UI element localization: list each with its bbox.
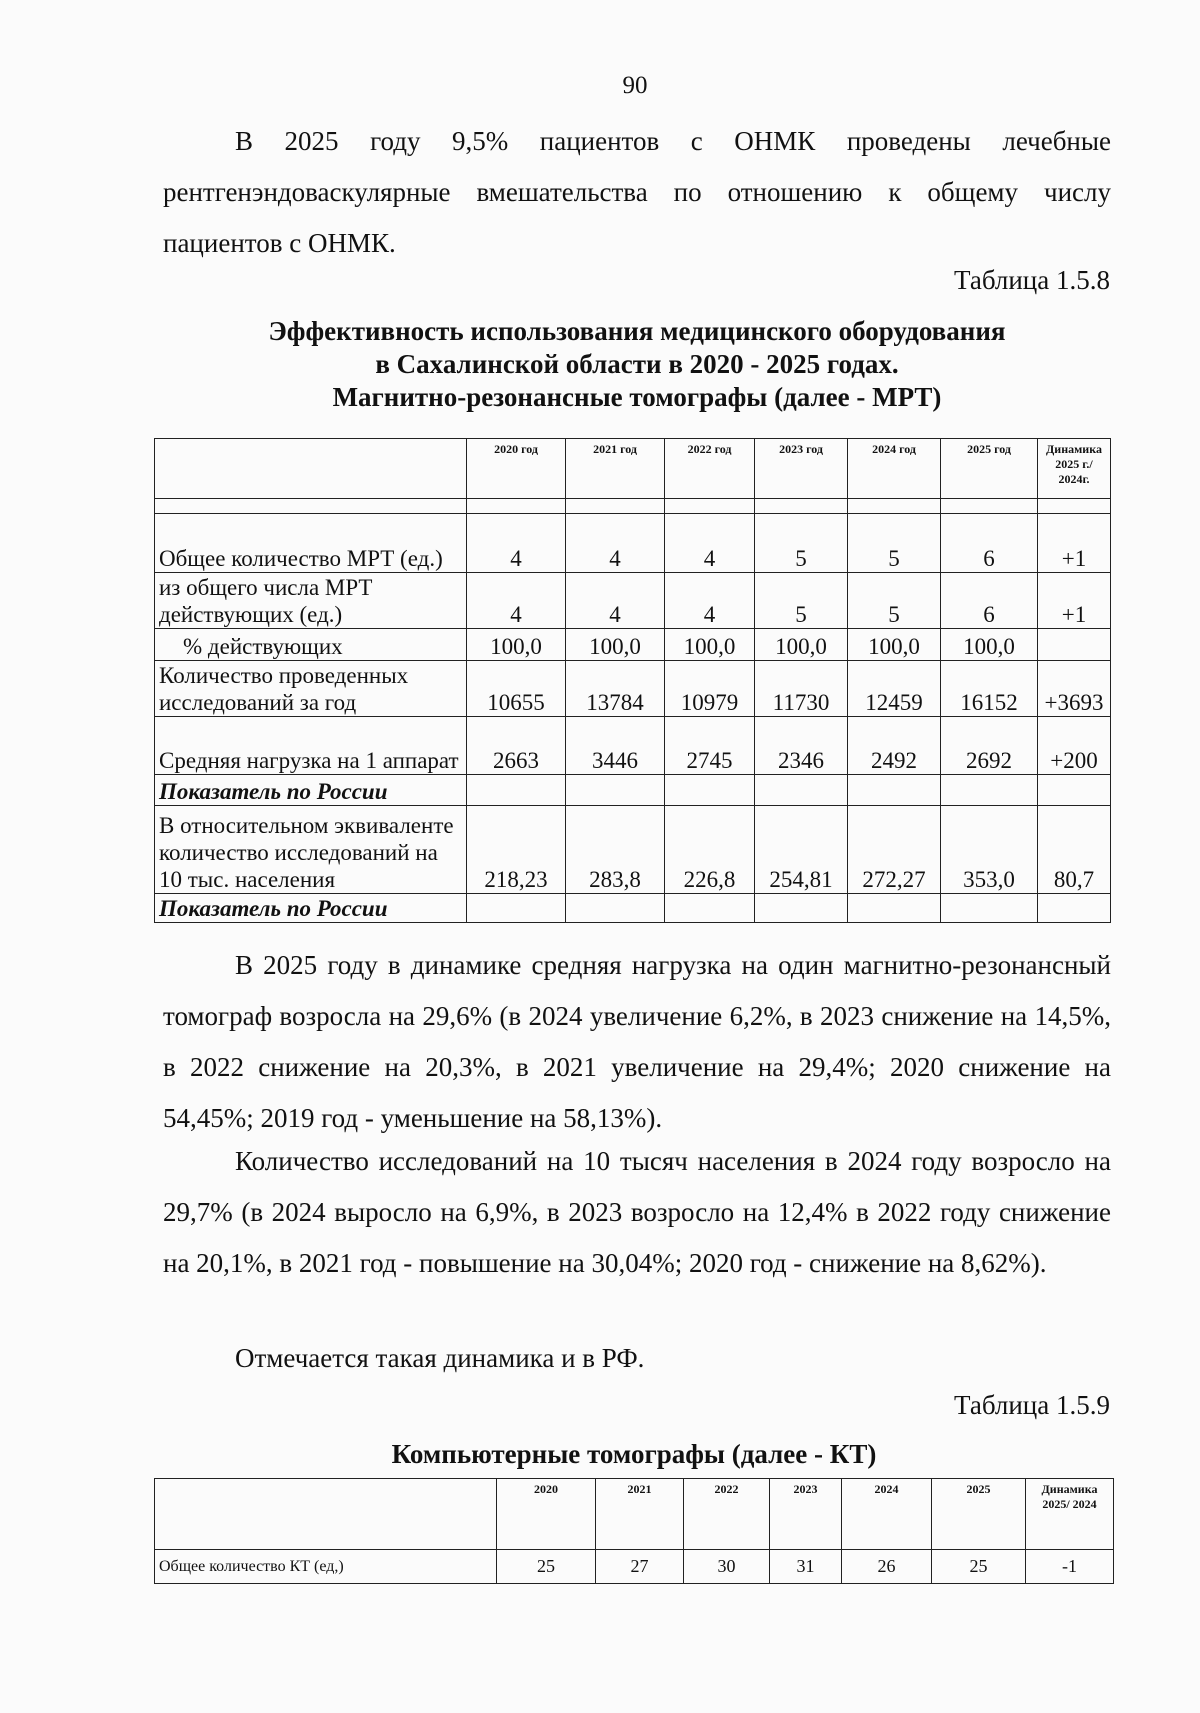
- cell: +1: [1038, 573, 1111, 629]
- table-row: [155, 514, 1111, 573]
- table-1-title-line-2: в Сахалинской области в 2020 - 2025 годах.: [375, 349, 899, 379]
- table-row: [155, 894, 1111, 923]
- cell: 5: [848, 573, 941, 629]
- table-1-title: [163, 315, 1111, 414]
- cell: 353,0: [941, 806, 1038, 894]
- cell: 4: [566, 573, 665, 629]
- cell: 2745: [665, 717, 755, 775]
- row-label: Показатель по России: [155, 894, 467, 923]
- ct-table: [154, 1478, 1114, 1584]
- paragraph-3: Количество исследований на 10 тысяч населения в 2024 году возросло на 29,7% (в 2024 выросло на 6,9%, в 2023 возросло на 12,4% в 2022 году снижение на 20,1%, в 2021 год - повышение на 30,04%; 2020 год - снижение на 8,62%).: [163, 1146, 1111, 1278]
- mri-table: [154, 438, 1111, 923]
- cell: [848, 894, 941, 923]
- header-cell: 2022 год: [665, 439, 755, 499]
- cell: 283,8: [566, 806, 665, 894]
- cell: 100,0: [467, 629, 566, 661]
- cell: [941, 894, 1038, 923]
- table-1-label: Таблица 1.5.8: [954, 265, 1110, 295]
- cell: 5: [755, 573, 848, 629]
- cell: 25: [932, 1550, 1026, 1584]
- cell: 6: [941, 573, 1038, 629]
- row-label: Показатель по России: [155, 775, 467, 806]
- cell: 31: [770, 1550, 842, 1584]
- header-cell: 2023 год: [755, 439, 848, 499]
- cell: 4: [566, 514, 665, 573]
- cell: 26: [842, 1550, 932, 1584]
- table-row: [155, 717, 1111, 775]
- table-row: [155, 806, 1111, 894]
- row-label: В относительном эквиваленте количество исследований на 10 тыс. населения: [155, 806, 467, 894]
- cell: 10979: [665, 661, 755, 717]
- header-cell: 2020: [497, 1479, 596, 1550]
- cell: 27: [596, 1550, 684, 1584]
- row-label: Средняя нагрузка на 1 аппарат: [155, 717, 467, 775]
- cell: 100,0: [566, 629, 665, 661]
- cell: 100,0: [755, 629, 848, 661]
- row-label: Общее количество МРТ (ед.): [155, 514, 467, 573]
- cell: 2492: [848, 717, 941, 775]
- cell: [1038, 629, 1111, 661]
- cell: +1: [1038, 514, 1111, 573]
- table-row: [155, 1550, 1114, 1584]
- table-row: [155, 629, 1111, 661]
- cell: 80,7: [1038, 806, 1111, 894]
- cell: 218,23: [467, 806, 566, 894]
- cell: [665, 894, 755, 923]
- cell: 5: [755, 514, 848, 573]
- cell: 5: [848, 514, 941, 573]
- header-cell: 2021: [596, 1479, 684, 1550]
- cell: 4: [467, 514, 566, 573]
- cell: -1: [1026, 1550, 1114, 1584]
- cell: 4: [665, 514, 755, 573]
- cell: 6: [941, 514, 1038, 573]
- cell: 254,81: [755, 806, 848, 894]
- header-cell: [155, 1479, 497, 1550]
- table-1-title-line-3: Магнитно-резонансные томографы (далее - МРТ): [332, 382, 942, 412]
- row-label: из общего числа МРТ действующих (ед.): [155, 573, 467, 629]
- cell: 3446: [566, 717, 665, 775]
- intro-paragraph: В 2025 году 9,5% пациентов с ОНМК проведены лечебные рентгенэндоваскулярные вмешательства по отношению к общему числу пациентов с ОНМК.: [163, 126, 1111, 258]
- header-cell: 2025: [932, 1479, 1026, 1550]
- cell: 25: [497, 1550, 596, 1584]
- cell: [467, 775, 566, 806]
- row-label: Общее количество КТ (ед,): [155, 1550, 497, 1584]
- header-cell: [155, 439, 467, 499]
- cell: [566, 894, 665, 923]
- paragraph-2: В 2025 году в динамике средняя нагрузка на один магнитно-резонансный томограф возросла на 29,6% (в 2024 увеличение 6,2%, в 2023 снижение на 14,5%, в 2022 снижение на 20,3%, в 2021 увеличение на 29,4%; 2020 снижение на 54,45%; 2019 год - уменьшение на 58,13%).: [163, 950, 1111, 1133]
- cell: [941, 775, 1038, 806]
- header-cell: 2021 год: [566, 439, 665, 499]
- cell: 12459: [848, 661, 941, 717]
- header-cell: Динамика 2025 г./ 2024г.: [1038, 439, 1111, 499]
- header-cell: Динамика 2025/ 2024: [1026, 1479, 1114, 1550]
- spacer-row: [155, 499, 1111, 514]
- header-cell: 2022: [684, 1479, 770, 1550]
- table-2-label: Таблица 1.5.9: [954, 1390, 1110, 1420]
- table-row: [155, 775, 1111, 806]
- cell: 13784: [566, 661, 665, 717]
- cell: 272,27: [848, 806, 941, 894]
- header-cell: 2024 год: [848, 439, 941, 499]
- table-row: [155, 573, 1111, 629]
- page-number: 90: [622, 72, 648, 99]
- table-row: [155, 661, 1111, 717]
- cell: 16152: [941, 661, 1038, 717]
- cell: 10655: [467, 661, 566, 717]
- cell: 4: [665, 573, 755, 629]
- cell: 2346: [755, 717, 848, 775]
- cell: [755, 775, 848, 806]
- table-2-title: Компьютерные томографы (далее - КТ): [391, 1439, 877, 1469]
- cell: [848, 775, 941, 806]
- cell: 226,8: [665, 806, 755, 894]
- cell: +3693: [1038, 661, 1111, 717]
- mri-header-row: [155, 439, 1111, 499]
- header-cell: 2024: [842, 1479, 932, 1550]
- cell: +200: [1038, 717, 1111, 775]
- cell: 100,0: [665, 629, 755, 661]
- cell: 30: [684, 1550, 770, 1584]
- row-label: % действующих: [155, 629, 467, 661]
- ct-header-row: [155, 1479, 1114, 1550]
- cell: 11730: [755, 661, 848, 717]
- cell: [665, 775, 755, 806]
- cell: 2692: [941, 717, 1038, 775]
- cell: 4: [467, 573, 566, 629]
- cell: [755, 894, 848, 923]
- cell: [1038, 894, 1111, 923]
- header-cell: 2020 год: [467, 439, 566, 499]
- header-cell: 2023: [770, 1479, 842, 1550]
- cell: [467, 894, 566, 923]
- cell: 100,0: [848, 629, 941, 661]
- header-cell: 2025 год: [941, 439, 1038, 499]
- cell: [1038, 775, 1111, 806]
- cell: 2663: [467, 717, 566, 775]
- table-1-title-line-1: Эффективность использования медицинского оборудования: [268, 316, 1006, 346]
- paragraph-4: Отмечается такая динамика и в РФ.: [235, 1343, 645, 1373]
- cell: [566, 775, 665, 806]
- cell: 100,0: [941, 629, 1038, 661]
- row-label: Количество проведенных исследований за год: [155, 661, 467, 717]
